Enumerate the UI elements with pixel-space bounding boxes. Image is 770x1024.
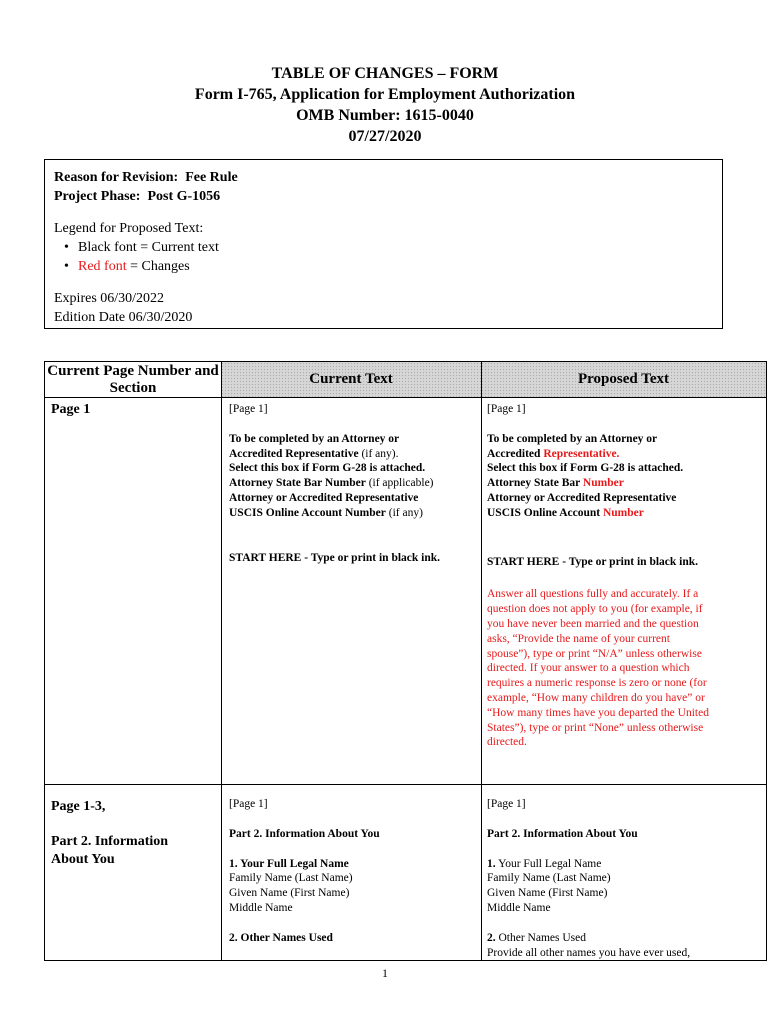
page-tag: [Page 1] [487, 403, 526, 415]
revision-info-box [44, 159, 723, 329]
column-divider [481, 362, 482, 960]
row2-proposed-text: [Page 1] Part 2. Information About You 1. Your Full Legal Name Family Name (Last Name) Given Name (First Name) Middle Name 2. Other Names Used Provide all other names you have ever used, [487, 797, 763, 960]
bullet-icon: • [64, 259, 69, 274]
legend-list [54, 238, 713, 276]
bullet-icon: • [64, 240, 69, 255]
column-divider [221, 362, 222, 960]
row2-current-text: [Page 1] Part 2. Information About You 1. Your Full Legal Name Family Name (Last Name) Given Name (First Name) Middle Name 2. Other Names Used [229, 797, 477, 946]
header-omb-number: OMB Number: 1615-0040 [296, 107, 474, 124]
row1-section: Page 1 [51, 402, 91, 417]
column-header-current-text: Current Text [221, 362, 481, 398]
expires-date: Expires 06/30/2022 [54, 291, 165, 306]
page-tag: [Page 1] [229, 798, 268, 810]
page-number: 1 [382, 966, 388, 980]
row-divider [45, 784, 766, 785]
instructions-paragraph: Answer all questions fully and accurately. If a question does not apply to you (for example, if you have never been married and the question asks, “Provide the name of your current spouse”), type or print “N/A” unless otherwise directed. If your answer to a question which requires a numeric response is zero or none (for example, “How many children do you have” or “How many times have you departed the United States”), type or print “None” unless otherwise directed. [487, 588, 709, 749]
header-title: TABLE OF CHANGES – FORM [271, 65, 499, 82]
document-header [0, 63, 770, 147]
start-here-text: START HERE - Type or print in black ink. [229, 551, 441, 564]
legend-item-red: • Red font = Changes [64, 259, 190, 274]
changes-table [44, 361, 767, 961]
row2-section: Page 1-3, Part 2. Information About You [51, 799, 169, 867]
page-tag: [Page 1] [487, 798, 526, 810]
row1-proposed-text: [Page 1] To be completed by an Attorney or Accredited Representative. Select this box if Form G-28 is attached. Attorney State Bar Number Attorney or Accredited Representative USCIS Online Account Number START HERE - Type or print in black ink. Answer all questions fully and accurately. If a question does not apply to you (for example, if you have never been married and the question asks, “Provide the name of your current spouse”), type or print “N/A” unless otherwise directed. If your answer to a question which requires a numeric response is zero or none (for example, “How many children do you have” or “How many times have you departed the United States”), type or print “None” unless otherwise directed. [487, 402, 763, 750]
page-tag: [Page 1] [229, 403, 268, 415]
start-here-text: START HERE - Type or print in black ink. [487, 555, 699, 568]
legend-item-black: • Black font = Current text [64, 240, 219, 255]
header-date: 07/27/2020 [348, 128, 422, 145]
header-form-name: Form I-765, Application for Employment Authorization [194, 86, 576, 103]
column-header-proposed-text: Proposed Text [481, 362, 766, 398]
edition-date: Edition Date 06/30/2020 [54, 310, 193, 325]
reason-for-revision: Reason for Revision: Fee Rule [54, 170, 238, 185]
legend-title: Legend for Proposed Text: [54, 221, 204, 236]
column-header-section: Current Page Number and Section [45, 362, 221, 398]
row1-current-text: [Page 1] To be completed by an Attorney or Accredited Representative (if any). Select this box if Form G-28 is attached. Attorney State Bar Number (if applicable) Attorney or Accredited Representative USCIS Online Account Number (if any) START HERE - Type or print in black ink. [229, 402, 477, 565]
project-phase: Project Phase: Post G-1056 [54, 189, 221, 204]
